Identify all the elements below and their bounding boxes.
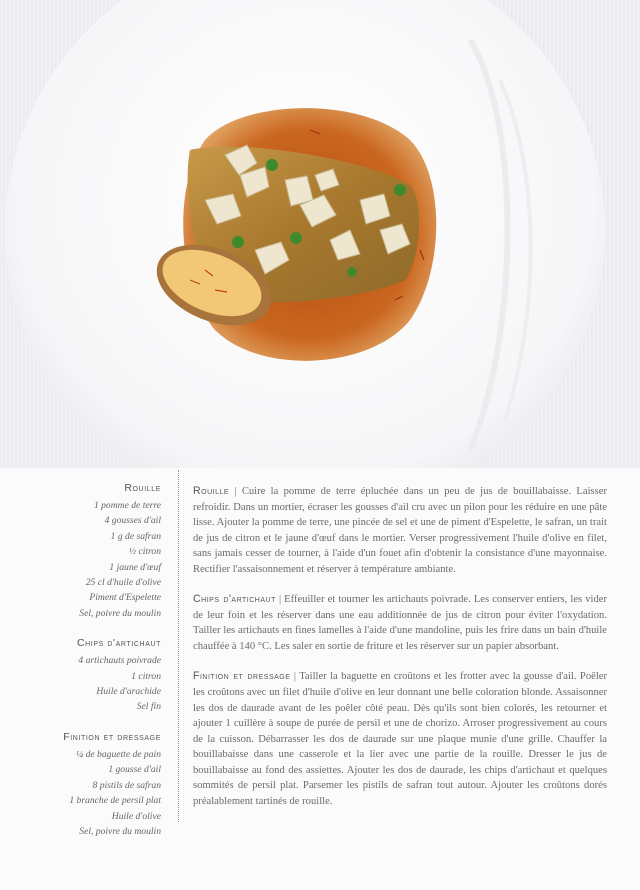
ingredient-group-finition — [30, 731, 161, 839]
method-body: Cuire la pomme de terre épluchée dans un peu de jus de bouillabaisse. Laisser refroidir. Dans un mortier, écraser les gousses d'ail cru avec un pilon pour les réduire en une pâte lisse. Ajouter la pomme de terre, une pincée de sel et une de piment d'Espelette, le safran, un trait de jus de citron et le jaune d'œuf dans le mortier. Verser progressivement l'huile d'olive en filet, sans jamais cesser de tourner, à l'aide d'un fouet afin d'obtenir la consistance d'une mayonnaise. Rectifier l'assaisonnement et réserver à température ambiante. — [193, 486, 607, 575]
ingredient-item: ½ citron — [128, 546, 161, 558]
ingredient-item: Sel, poivre du moulin — [79, 825, 161, 837]
ingredient-item: 25 cl d'huile d'olive — [85, 577, 161, 589]
ingredient-item: 4 gousses d'ail — [104, 515, 161, 527]
ingredient-group-title: Rouille — [124, 482, 161, 494]
ingredient-item: 1 gousse d'ail — [108, 764, 161, 776]
ingredient-group-title: Finition et dressage — [63, 730, 161, 743]
method-body: Effeuiller et tourner les artichauts poivrade. Les conserver entiers, les vider de leur foin et les réserver dans une eau additionnée de jus de citron pour éviter l'oxydation. Tailler les artichauts en fines lamelles à l'aide d'une mandoline, puis les frire dans un bain d'huile chauffée à 140 °C. Les saler en sortie de friture et les réserver sur un papier absorbant. — [193, 594, 607, 652]
title-separator: | — [278, 594, 282, 606]
ingredient-item: 1 citron — [131, 670, 161, 682]
column-divider — [178, 470, 179, 822]
ingredient-group-chips — [30, 637, 161, 715]
method-text — [193, 484, 607, 824]
ingredient-item: 1 branche de persil plat — [69, 795, 161, 807]
ingredients-list — [30, 482, 161, 855]
title-separator: | — [293, 671, 296, 683]
ingredient-item: 1 g de safran — [110, 530, 161, 542]
ingredient-group-rouille — [30, 482, 161, 621]
ingredient-item: Sel fin — [136, 701, 161, 713]
ingredient-item: Huile d'arachide — [96, 686, 161, 698]
ingredient-item: 8 pistils de safran — [92, 779, 161, 791]
method-paragraph-rouille — [193, 484, 607, 577]
title-separator: | — [234, 486, 237, 497]
method-paragraph-finition — [193, 669, 607, 809]
method-body: Tailler la baguette en croûtons et les frotter avec la gousse d'ail. Poêler les croûtons avec un filet d'huile d'olive en leur donnant une belle coloration blonde. Assaisonner les dos de daurade avant de les poêler côté peau. Dès qu'ils sont bien colorés, les retourner et ajouter 1 cuillère à soupe de purée de persil et une de chorizo. Arroser progressivement au cours de la cuisson. Débarrasser les dos de daurade sur une plaque munie d'une grille. Chauffer la bouillabaisse dans une casserole et la lier avec une partie de la rouille. Dresser le jus de bouillabaisse au fond des assiettes. Ajouter les dos de daurade, les chips d'artichaut et quelques sommités de persil plat. Parsemer les pistils de safran tout autour. Ajouter les croûtons dorés préalablement tartinés de rouille. — [193, 671, 607, 807]
ingredient-item: Sel, poivre du moulin — [79, 607, 161, 619]
ingredient-group-title: Chips d'artichaut — [76, 637, 161, 650]
ingredient-item: ¼ de baguette de pain — [76, 748, 161, 760]
ingredient-item: 1 pomme de terre — [93, 500, 161, 511]
method-title: Finition et dressage — [193, 670, 291, 683]
method-title: Rouille — [193, 485, 230, 497]
ingredient-item: Piment d'Espelette — [89, 592, 161, 604]
method-title: Chips d'artichaut — [193, 593, 276, 606]
ingredient-item: Huile d'olive — [111, 810, 161, 822]
method-paragraph-chips — [193, 592, 607, 654]
ingredient-item: 4 artichauts poivrade — [78, 655, 161, 667]
ingredient-item: 1 jaune d'œuf — [109, 561, 161, 573]
